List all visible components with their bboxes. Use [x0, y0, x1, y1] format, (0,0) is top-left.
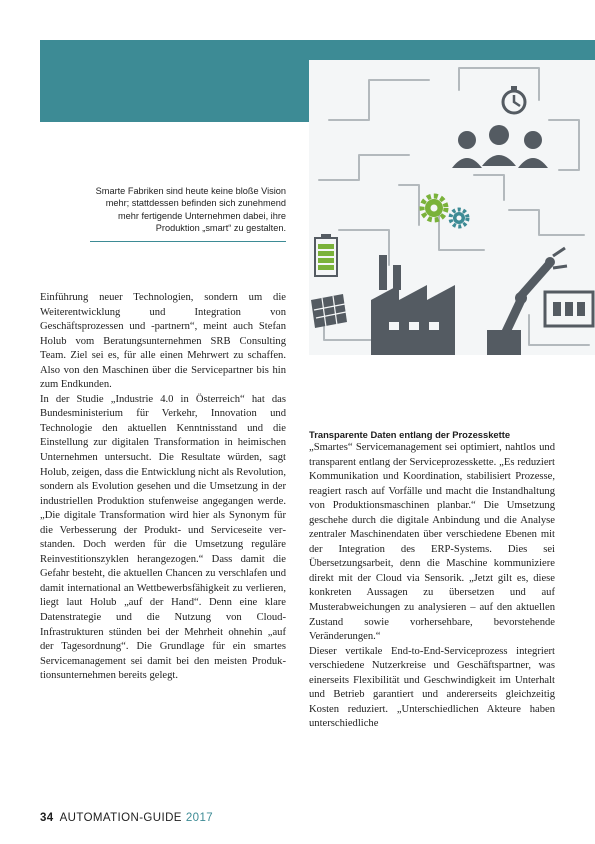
smart-factory-illustration: [309, 60, 595, 355]
solar-panel-icon: [311, 294, 347, 328]
section-subheading: Transparente Daten entlang der Prozesskette: [309, 429, 511, 440]
publication-year: 2017: [185, 812, 214, 824]
body-paragraph: Dieser vertikale End-to-End-Serviceprozess integriert verschiedene Nutzerkreise und Geschäftspartner, was einerseits Flexibilität und Geschwindigkeit im Unterhalt und Betrieb garantiert und andererseits gleichzeitig Kosten reduziert. „Unterschiedlichen Akteure haben unterschiedliche: [309, 645, 555, 730]
right-text-column: [309, 428, 555, 732]
page-number: 34: [40, 812, 54, 824]
caption-divider: [90, 241, 286, 242]
body-paragraph: Einführung neuer Technologien, sondern um die Weiterentwicklung und Integration von Geschäftsprozessen und -partnern“, meint auch Stefan Holub vom Beratungsunternehmen SRB Consulting Team. Ziel sei es, für alle einen Mehrwert zu schaffen. Also von den Maschinen über die Servicepartner bis hin zum Endkunden.: [40, 292, 286, 391]
image-caption: Smarte Fabriken sind heute keine bloße Vision mehr; stattdessen befinden sich zunehmend mehr fertigende Unternehmen dabei, ihre Produktion „smart“ zu gestalten.: [95, 186, 286, 233]
publication-name: AUTOMATION-GUIDE: [59, 812, 182, 824]
body-paragraph: In der Studie „Industrie 4.0 in Österreich“ hat das Bundesministerium für Verkehr, Innovation und Technologie den aktuellen Kenntnisstand und die Einstellung zur digitalen Transformation in heimischen Unternehmen untersucht. Die Resultate würden, sagt Holub, zeigen, dass die Entwicklung nicht als Revolution, sondern als Evolution gesehen und die Umsetzung in der industriellen Produktion stufenweise angegangen werde. „Die digitale Transformation wird hier als Synonym für die Verbesserung der Produkt- und Serviceseite verstanden. Doch werden für die Umsetzung reguläre Reinvestitionszyklen herangezogen.“ Dass damit die Gefahr besteht, die aktuellen Chancen zu verschlafen und damit international an Wettbewerbsfähigkeit zu verlieren, liegt laut Holub „auf der Hand“. Denn eine klare Datenstrategie und die Nutzung von Cloud-Infrastrukturen stünden bei der Mehrheit ohnehin „auf der Tagesordnung“. Die Grundlage für ein smartes Servicemanagement sei damit bei den meisten Produktionsunternehmen bereits gelegt.: [40, 393, 286, 682]
page-footer: [40, 812, 213, 824]
left-text-column: [40, 291, 286, 684]
body-paragraph: „Smartes“ Servicemanagement sei optimiert, nahtlos und transparent entlang der Serviceprozesskette. „Es reduziert Kommunikation und Koordination, stabilisiert Prozesse, reagiert rasch auf Vorfälle und macht die Instandhaltung von Produktionsmaschinen planbar.“ Die Umsetzung geschehe durch die digitale Anbindung und die Analyse zentraler Maschinendaten über verschiedene Ebenen mit der Integration des ERP-Systems. Dies sei Übersetzungsarbeit, denn die Maschine kommunizierе direkt mit der Cloud via Sensorik. „Jetzt gilt es, diese konkreten Aussagen zu übersetzen und auf Musterabweichungen zu analysieren – auf den aktuellen Zustand sowie vorhersehbare, bevorstehende Veränderungen.“: [309, 442, 555, 643]
